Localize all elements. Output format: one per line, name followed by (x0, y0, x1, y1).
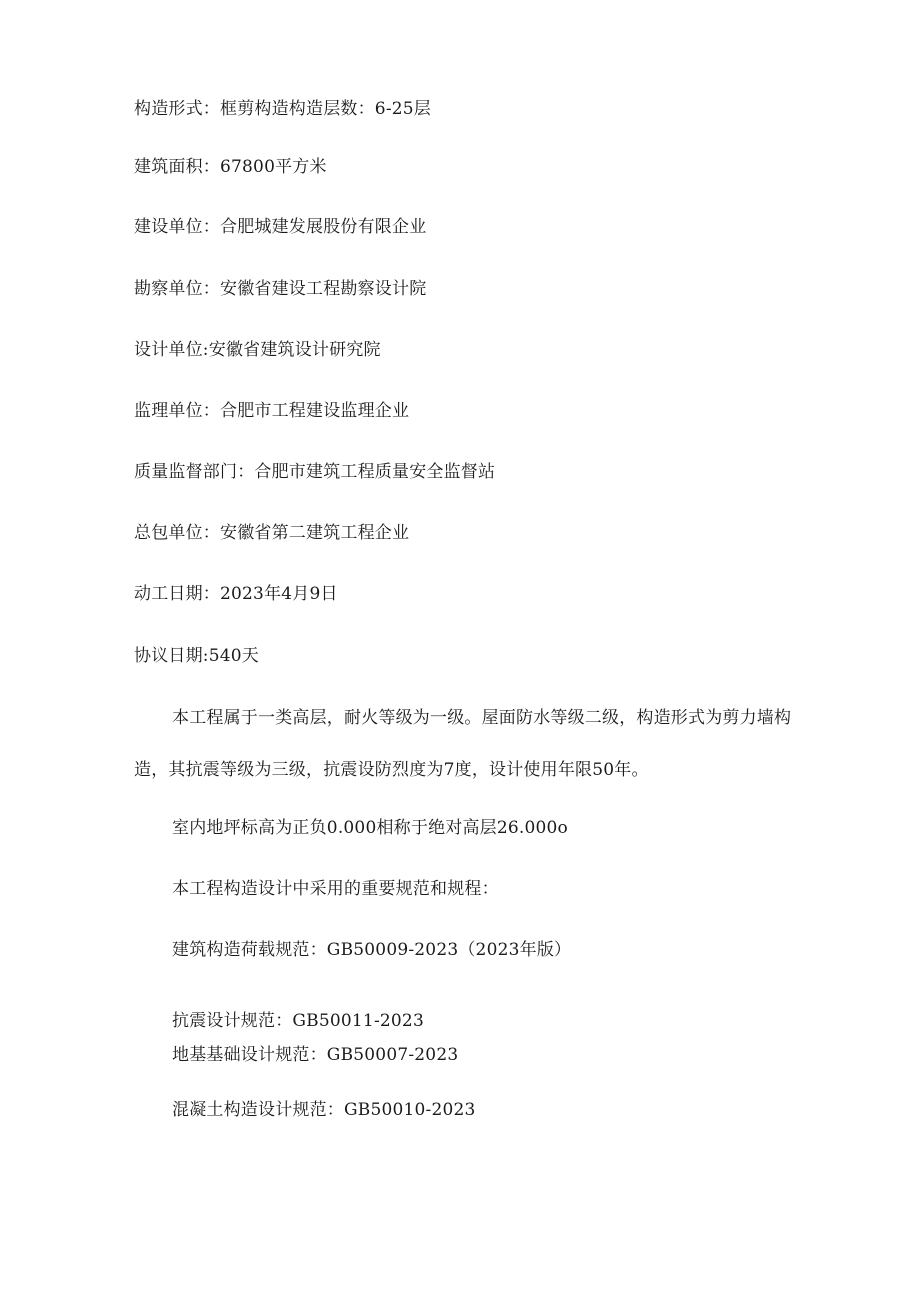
design-unit-line: 设计单位:安徽省建筑设计研究院 (134, 340, 381, 360)
paragraph-line-1: 本工程属于一类高层，耐火等级为一级。屋面防水等级二级，构造形式为剪力墙构 (172, 708, 792, 728)
structure-form-line: 构造形式：框剪构造构造层数：6-25层 (134, 99, 431, 119)
start-date-line: 动工日期：2023年4月9日 (134, 584, 338, 604)
construction-unit-line: 建设单位：合肥城建发展股份有限企业 (134, 217, 427, 237)
codes-intro-line: 本工程构造设计中采用的重要规范和规程： (172, 879, 499, 899)
elevation-line: 室内地坪标高为正负0.000相称于绝对高层26.000o (172, 818, 568, 838)
paragraph-line-2: 造，其抗震等级为三级，抗震设防烈度为7度，设计使用年限50年。 (134, 760, 649, 780)
code-concrete-line: 混凝土构造设计规范：GB50010-2023 (172, 1100, 476, 1120)
contract-duration-line: 协议日期:540天 (134, 646, 259, 666)
survey-unit-line: 勘察单位：安徽省建设工程勘察设计院 (134, 279, 427, 299)
quality-supervision-line: 质量监督部门：合肥市建筑工程质量安全监督站 (134, 462, 496, 482)
code-load-line: 建筑构造荷载规范：GB50009-2023（2023年版） (172, 940, 572, 960)
code-foundation-line: 地基基础设计规范：GB50007-2023 (172, 1045, 459, 1065)
building-area-line: 建筑面积：67800平方米 (134, 157, 327, 177)
general-contractor-line: 总包单位：安徽省第二建筑工程企业 (134, 523, 410, 543)
code-seismic-line: 抗震设计规范：GB50011-2023 (172, 1011, 424, 1031)
supervision-unit-line: 监理单位：合肥市工程建设监理企业 (134, 401, 410, 421)
